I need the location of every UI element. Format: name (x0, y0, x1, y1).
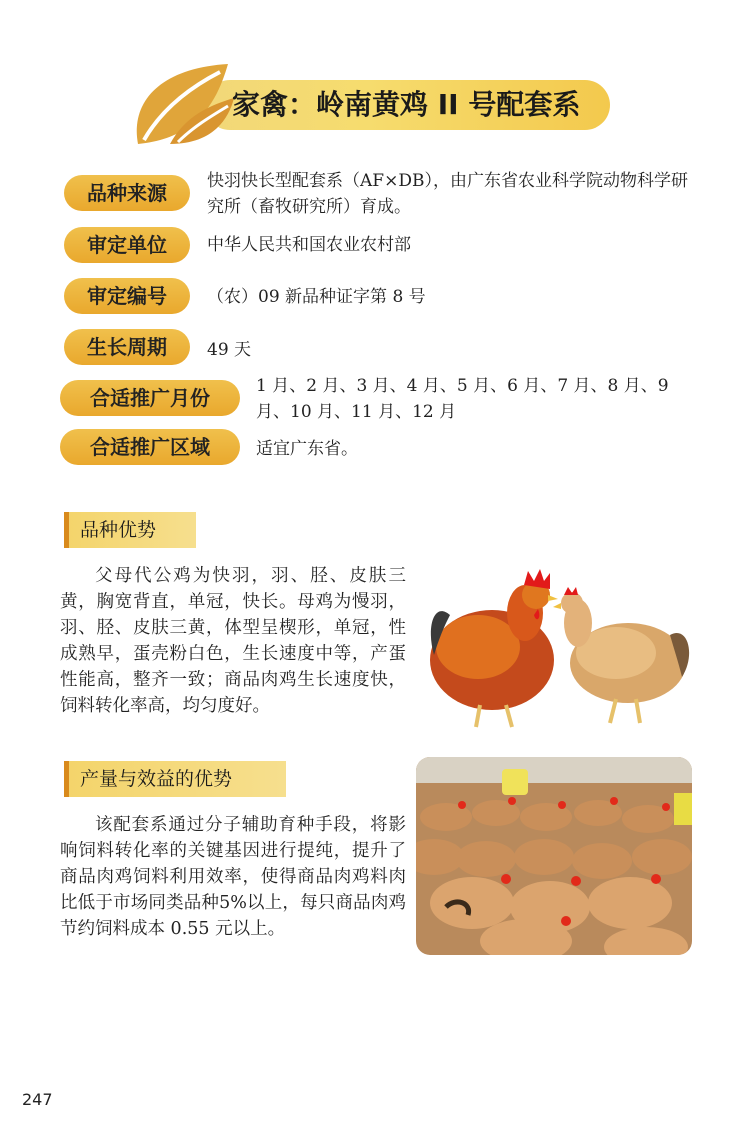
section-heading-yield-benefit: 产量与效益的优势 (64, 761, 286, 797)
section-heading-advantages: 品种优势 (64, 512, 196, 548)
field-label-source: 品种来源 (64, 175, 190, 211)
section-text-advantages: 父母代公鸡为快羽，羽、胫、皮肤三黄，胸宽背直，单冠，快长。母鸡为慢羽，羽、胫、皮肤三黄，体型呈楔形，单冠，性成熟早，蛋壳粉白色，生长速度中等，产蛋性能高，整齐一致；商品肉鸡生长速度快，饲料转化率高，均匀度好。 (60, 566, 406, 716)
field-value-region: 适宜广东省。 (256, 439, 358, 459)
field-label-region: 合适推广区域 (60, 429, 240, 465)
leaf-logo-icon (130, 62, 240, 146)
field-value-months: 1 月、2 月、3 月、4 月、5 月、6 月、7 月、8 月、9 月、10 月、11 月、12 月 (256, 376, 669, 422)
page-number: 247 (22, 1090, 53, 1109)
field-label-approval-no: 审定编号 (64, 278, 190, 314)
field-value-source: 快羽快长型配套系（AF×DB），由广东省农业科学院动物科学研究所（畜牧研究所）育成。 (207, 171, 688, 217)
field-label-growth-cycle: 生长周期 (64, 329, 190, 365)
field-label-approval-unit: 审定单位 (64, 227, 190, 263)
field-label-months: 合适推广月份 (60, 380, 240, 416)
title-banner (130, 62, 610, 146)
chicken-farm-photo (416, 757, 692, 955)
page-title: 家禽：岭南黄鸡 II 号配套系 (232, 88, 581, 121)
field-value-approval-unit: 中华人民共和国农业农村部 (207, 235, 411, 255)
field-value-growth-cycle: 49 天 (207, 340, 252, 360)
section-text-yield-benefit: 该配套系通过分子辅助育种手段，将影响饲料转化率的关键基因进行提纯，提升了商品肉鸡饲料利用效率，使得商品肉鸡料肉比低于市场同类品种5%以上，每只商品肉鸡节约饲料成本 0.55 元以上。 (60, 815, 406, 939)
rooster-hen-photo (420, 565, 696, 735)
field-value-approval-no: （农）09 新品种证字第 8 号 (207, 287, 426, 307)
